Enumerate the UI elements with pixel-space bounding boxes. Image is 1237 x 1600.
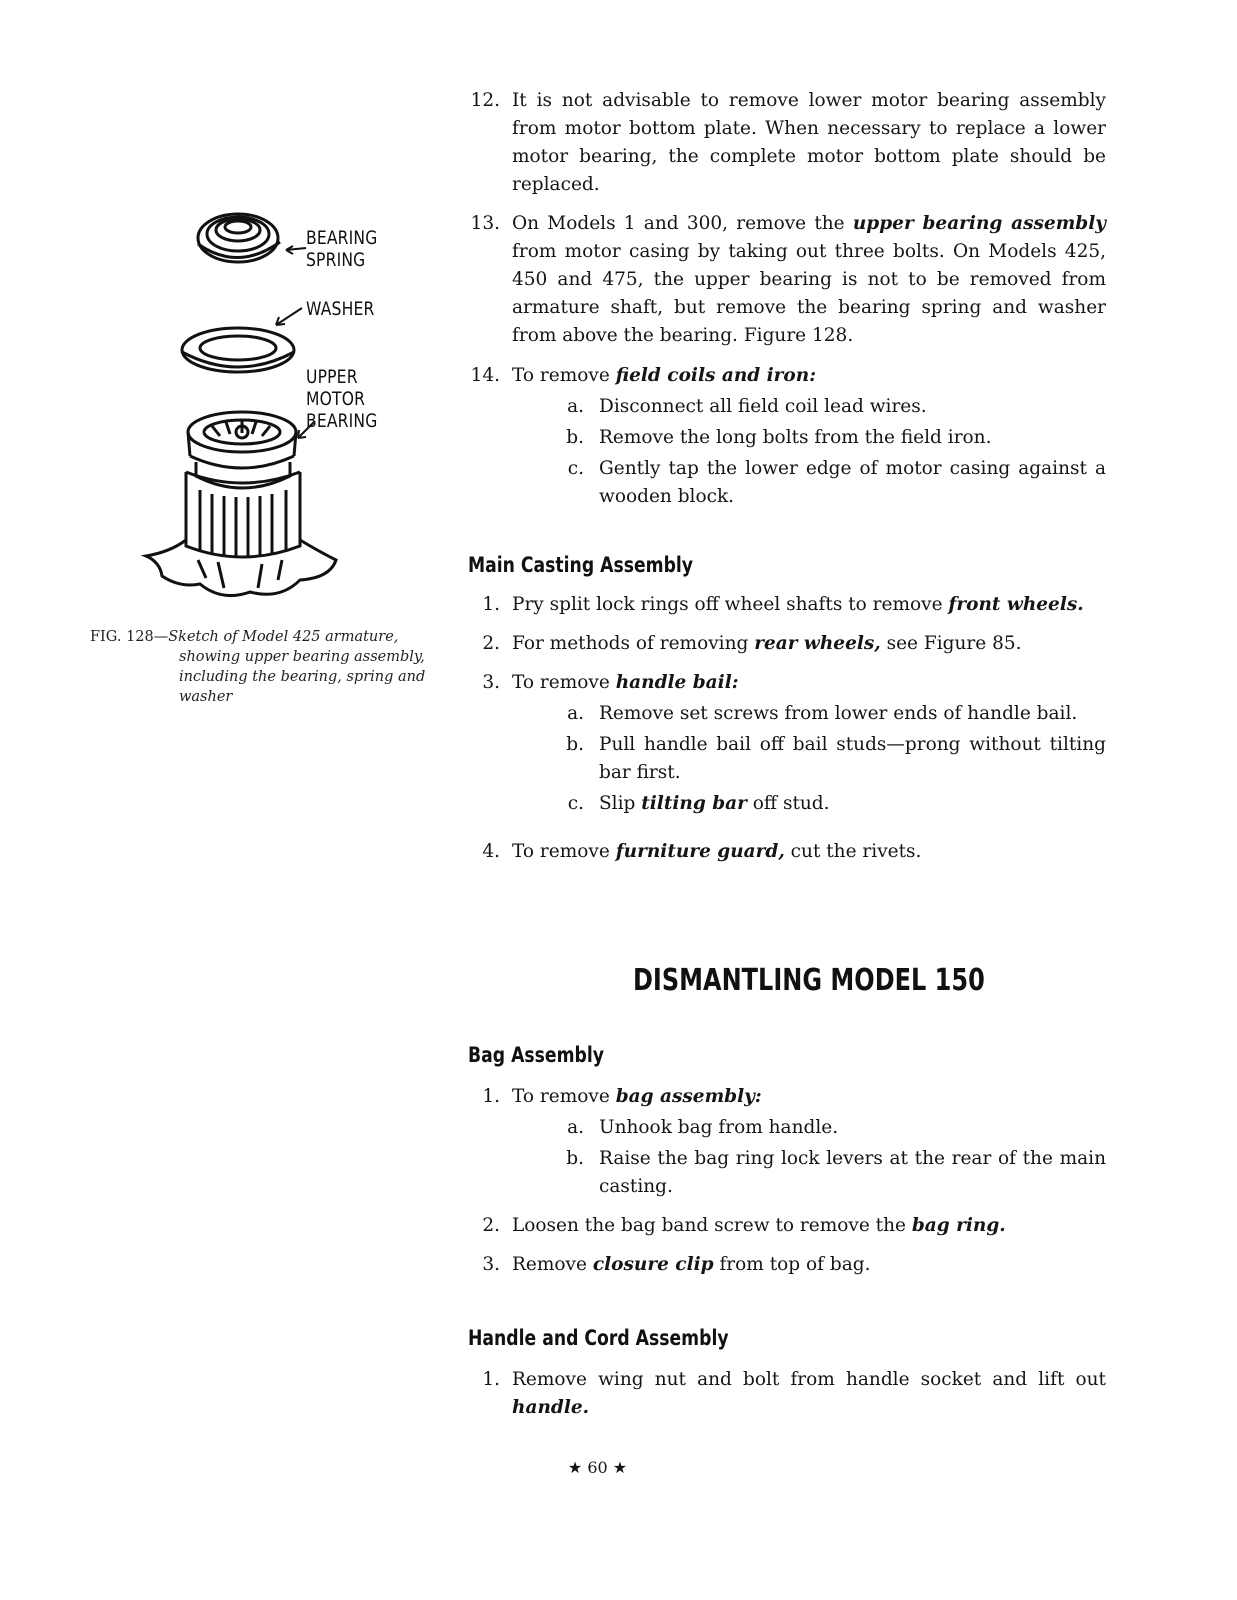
bearing-spring-drawing xyxy=(198,214,280,262)
page-number: ★ 60 ★ xyxy=(567,1458,628,1477)
step-number: 3. xyxy=(482,1254,500,1275)
substep-letter: a. xyxy=(567,1117,584,1138)
step-text: see Figure 85. xyxy=(880,633,1022,654)
section-heading: Main Casting Assembly xyxy=(468,553,694,577)
handle-step-1 xyxy=(468,1366,1106,1422)
step-text: To remove xyxy=(512,365,616,386)
step-text: To remove xyxy=(512,672,616,693)
substep-letter: c. xyxy=(567,793,584,814)
substep-letter: c. xyxy=(567,458,584,479)
bag-step-3 xyxy=(468,1251,1106,1279)
step-14 xyxy=(468,362,1106,390)
substep-3b xyxy=(468,731,1106,787)
substep-emphasis: tilting bar xyxy=(641,793,747,814)
substep-text: Slip xyxy=(599,793,642,814)
label-upper-motor-bearing xyxy=(306,366,377,432)
label-line: UPPER xyxy=(306,366,358,388)
substep-1a xyxy=(468,1114,1106,1142)
casting-step-3 xyxy=(468,669,1106,697)
label-bearing-spring xyxy=(306,227,377,271)
step-text: Pry split lock rings off wheel shafts to remove xyxy=(512,594,949,615)
section-heading: Handle and Cord Assembly xyxy=(468,1326,729,1350)
caption-lead: FIG. 128— xyxy=(90,629,169,645)
step-13 xyxy=(468,210,1106,350)
substep-text: Pull handle bail off bail studs—prong without tilting bar first. xyxy=(599,734,1106,783)
step-emphasis: front wheels. xyxy=(948,594,1084,615)
section-heading: Bag Assembly xyxy=(468,1043,604,1067)
label-line: SPRING xyxy=(306,249,366,271)
step-emphasis: bag ring. xyxy=(911,1215,1006,1236)
step-text: Loosen the bag band screw to remove the xyxy=(512,1215,912,1236)
substep-letter: a. xyxy=(567,703,584,724)
step-emphasis: handle. xyxy=(512,1397,590,1418)
caption-line: washer xyxy=(179,689,233,705)
casting-step-2 xyxy=(468,630,1106,658)
step-text: Remove xyxy=(512,1254,593,1275)
substep-letter: b. xyxy=(566,734,584,755)
step-text: To remove xyxy=(512,1086,616,1107)
substep-letter: a. xyxy=(567,396,584,417)
step-emphasis: rear wheels, xyxy=(754,633,881,654)
handle-cord-section xyxy=(468,1326,1106,1422)
step-text: It is not advisable to remove lower motor bearing assembly from motor bottom plate. When necessary to replace a lower motor bearing, the complete motor bottom plate should be replaced. xyxy=(512,90,1106,195)
step-text: from top of bag. xyxy=(713,1254,871,1275)
substep-text: off stud. xyxy=(746,793,830,814)
substep-text: Raise the bag ring lock levers at the rear of the main casting. xyxy=(599,1148,1106,1197)
step-text: For methods of removing xyxy=(512,633,755,654)
step-text: cut the rivets. xyxy=(784,841,922,862)
armature-drawing xyxy=(146,472,336,596)
casting-step-4 xyxy=(468,838,1106,866)
substep-3c xyxy=(468,790,1106,818)
step-text: from motor casing by taking out three bolts. On Models 425, 450 and 475, the upper bearing is not to be removed from armature shaft, but remove the bearing spring and washer from above the bearing. Figure 128. xyxy=(512,241,1106,346)
step-number: 1. xyxy=(482,594,500,615)
bag-step-2 xyxy=(468,1212,1106,1240)
caption-line: Sketch of Model 425 armature, xyxy=(168,629,399,645)
step-emphasis: upper bearing assembly xyxy=(852,213,1106,234)
step-text: To remove xyxy=(512,841,616,862)
bag-assembly-section xyxy=(468,1043,1106,1279)
label-line: MOTOR xyxy=(306,388,366,410)
label-washer: WASHER xyxy=(306,298,375,320)
substep-3a xyxy=(468,700,1106,728)
steps-top xyxy=(468,87,1106,511)
substep-text: Gently tap the lower edge of motor casing against a wooden block. xyxy=(599,458,1106,507)
label-line: BEARING xyxy=(306,227,378,249)
substep-letter: b. xyxy=(566,427,584,448)
main-casting-section xyxy=(468,553,1106,866)
substep-text: Disconnect all field coil lead wires. xyxy=(599,396,927,417)
casting-step-1 xyxy=(468,591,1106,619)
bag-step-1 xyxy=(468,1083,1106,1111)
figure-128 xyxy=(140,200,440,620)
step-number: 2. xyxy=(482,1215,500,1236)
step-emphasis: furniture guard, xyxy=(615,841,785,862)
step-12 xyxy=(468,87,1106,199)
substep-letter: b. xyxy=(566,1148,584,1169)
step-emphasis: handle bail: xyxy=(615,672,739,693)
step-number: 14. xyxy=(470,365,500,386)
caption-line: including the bearing, spring and xyxy=(179,669,426,685)
step-emphasis: closure clip xyxy=(592,1254,714,1275)
step-emphasis: bag assembly: xyxy=(615,1086,762,1107)
step-number: 12. xyxy=(470,90,500,111)
washer-drawing xyxy=(182,328,294,372)
step-number: 1. xyxy=(482,1086,500,1107)
substep-14c xyxy=(468,455,1106,511)
caption-line: showing upper bearing assembly, xyxy=(179,649,425,665)
step-number: 3. xyxy=(482,672,500,693)
step-text: On Models 1 and 300, remove the xyxy=(512,213,853,234)
step-number: 1. xyxy=(482,1369,500,1390)
figure-caption xyxy=(90,627,445,707)
label-line: BEARING xyxy=(306,410,378,432)
substep-1b xyxy=(468,1145,1106,1201)
step-emphasis: field coils and iron: xyxy=(615,365,817,386)
step-number: 2. xyxy=(482,633,500,654)
substep-text: Unhook bag from handle. xyxy=(599,1117,839,1138)
step-number: 13. xyxy=(470,213,500,234)
section-title: DISMANTLING MODEL 150 xyxy=(633,963,985,998)
step-number: 4. xyxy=(482,841,500,862)
armature-sketch xyxy=(140,200,440,620)
substep-14a xyxy=(468,393,1106,421)
substep-14b xyxy=(468,424,1106,452)
substep-text: Remove set screws from lower ends of handle bail. xyxy=(599,703,1078,724)
step-text: Remove wing nut and bolt from handle socket and lift out xyxy=(512,1369,1106,1390)
substep-text: Remove the long bolts from the field iron. xyxy=(599,427,992,448)
